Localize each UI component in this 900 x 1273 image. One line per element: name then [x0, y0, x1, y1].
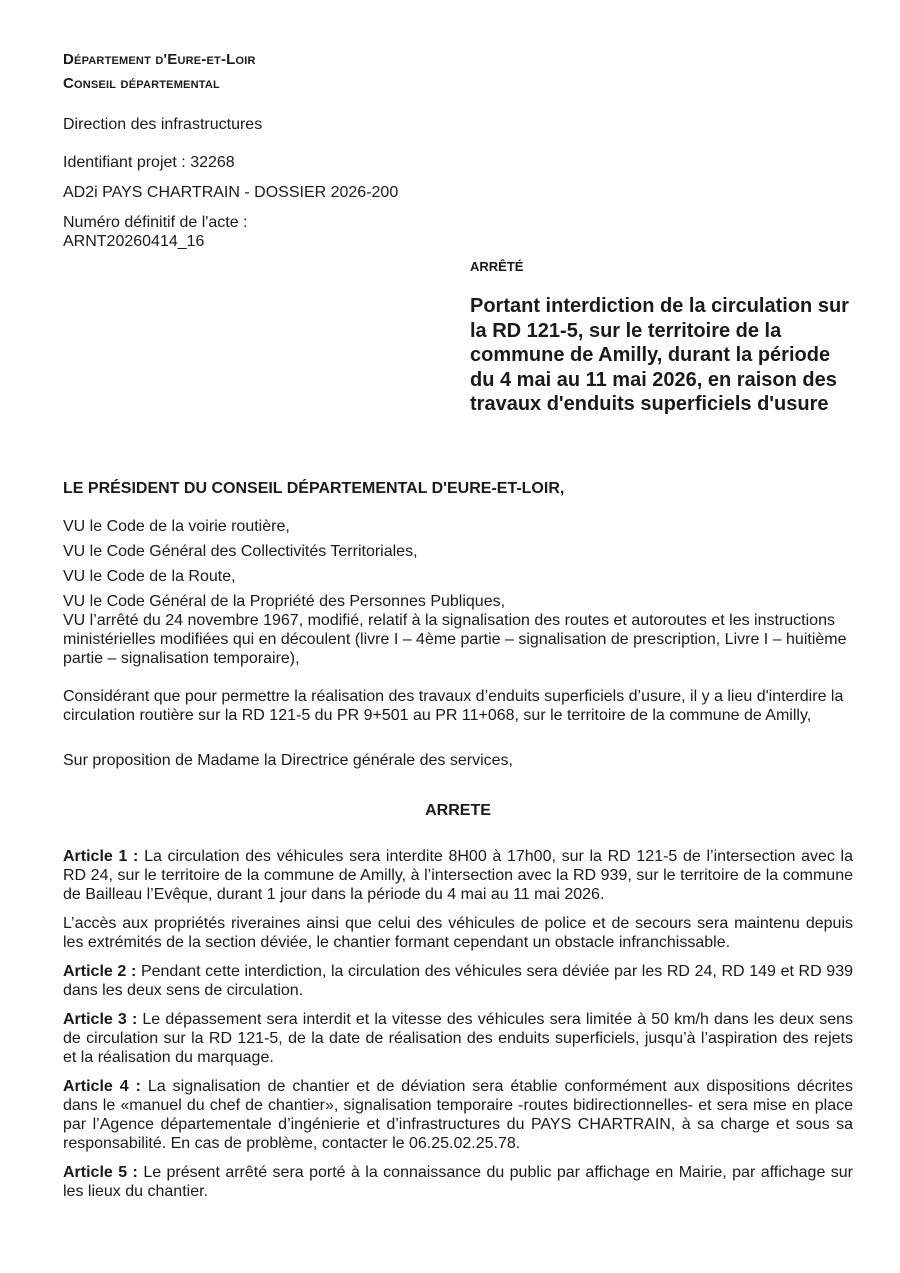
article-2 — [63, 962, 853, 1000]
act-number: ARNT20260414_16 — [63, 233, 205, 250]
dossier-ref: AD2i PAYS CHARTRAIN - DOSSIER 2026-200 — [63, 184, 399, 201]
article-3 — [63, 1010, 853, 1067]
article-label: Article 2 : — [63, 963, 137, 980]
articles — [63, 847, 853, 1201]
article-text: La signalisation de chantier et de déviation sera établie conformément aux dispositions décrites dans le «manuel du chef de chantier», signalisation temporaire -routes bidirectionnelles- et sera mise en place par l’Agence départementale d’ingénierie et d’infrastructures du PAYS CHARTRAIN, à sa charge et sous sa responsabilité. En cas de problème, contacter le 06.25.02.25.78. — [63, 1078, 854, 1152]
act-number-label: Numéro définitif de l'acte : — [63, 214, 248, 231]
project-id: Identifiant projet : 32268 — [63, 154, 235, 171]
vu-item: VU le Code de la Route, — [63, 568, 236, 585]
arrete-heading: ARRETE — [425, 802, 491, 819]
vu-list — [63, 517, 853, 668]
article-4 — [63, 1077, 853, 1153]
vu-item: VU le Code Général de la Propriété des Personnes Publiques, — [63, 593, 506, 610]
vu-item: VU le Code Général des Collectivités Territoriales, — [63, 543, 418, 560]
considerant: Considérant que pour permettre la réalisation des travaux d’enduits superficiels d’usure, il y a lieu d'interdire la circulation routière sur la RD 121-5 du PR 9+501 au PR 11+068, sur le territoire de la commune de Amilly, — [63, 688, 844, 724]
council-name: Conseil départemental — [63, 75, 220, 92]
article-label: Article 3 : — [63, 1011, 138, 1028]
department-name: Département d'Eure-et-Loir — [63, 51, 256, 68]
article-label: Article 4 : — [63, 1078, 141, 1095]
article-text: Le dépassement sera interdit et la vitesse des véhicules sera limitée à 50 km/h dans les deux sens de circulation sur la RD 121-5, de la date de réalisation des enduits superficiels, jusqu’à l’aspiration des rejets et la réalisation du marquage. — [63, 1011, 853, 1066]
article-label: Article 5 : — [63, 1164, 138, 1181]
decree-title: Portant interdiction de la circulation sur la RD 121-5, sur le territoire de la commune de Amilly, durant la période du 4 mai au 11 mai 2026, en raison des travaux d'enduits superficiels d'usure — [470, 295, 849, 415]
article-text: Le présent arrêté sera porté à la connaissance du public par affichage en Mairie, par affichage sur les lieux du chantier. — [63, 1164, 853, 1200]
direction: Direction des infrastructures — [63, 116, 263, 133]
vu-item: VU l’arrêté du 24 novembre 1967, modifié, relatif à la signalisation des routes et autoroutes et les instructions ministérielles modifiées qui en découlent (livre I – 4ème partie – signalisation de prescription, Livre I – huitième partie – signalisation temporaire), — [63, 612, 847, 667]
president-heading: LE PRÉSIDENT DU CONSEIL DÉPARTEMENTAL D'EURE-ET-LOIR, — [63, 480, 565, 497]
article-label: Article 1 : — [63, 848, 139, 865]
article-text: Pendant cette interdiction, la circulation des véhicules sera déviée par les RD 24, RD 149 et RD 939 dans les deux sens de circulation. — [63, 963, 853, 999]
proposition: Sur proposition de Madame la Directrice générale des services, — [63, 752, 513, 769]
article-text: L’accès aux propriétés riveraines ainsi que celui des véhicules de police et de secours sera maintenu depuis les extrémités de la section déviée, le chantier formant cependant un obstacle infranchissable. — [63, 915, 853, 951]
article-5 — [63, 1163, 853, 1201]
article-1-continued — [63, 914, 853, 952]
vu-item: VU le Code de la voirie routière, — [63, 518, 290, 535]
article-text: La circulation des véhicules sera interdite 8H00 à 17h00, sur la RD 121-5 de l’intersection avec la RD 24, sur le territoire de la commune de Amilly, à l’intersection avec la RD 939, sur le territoire de la commune de Bailleau l’Evêque, durant 1 jour dans la période du 4 mai au 11 mai 2026. — [63, 848, 853, 903]
article-1 — [63, 847, 853, 904]
decree-label: ARRÊTÉ — [470, 259, 524, 274]
